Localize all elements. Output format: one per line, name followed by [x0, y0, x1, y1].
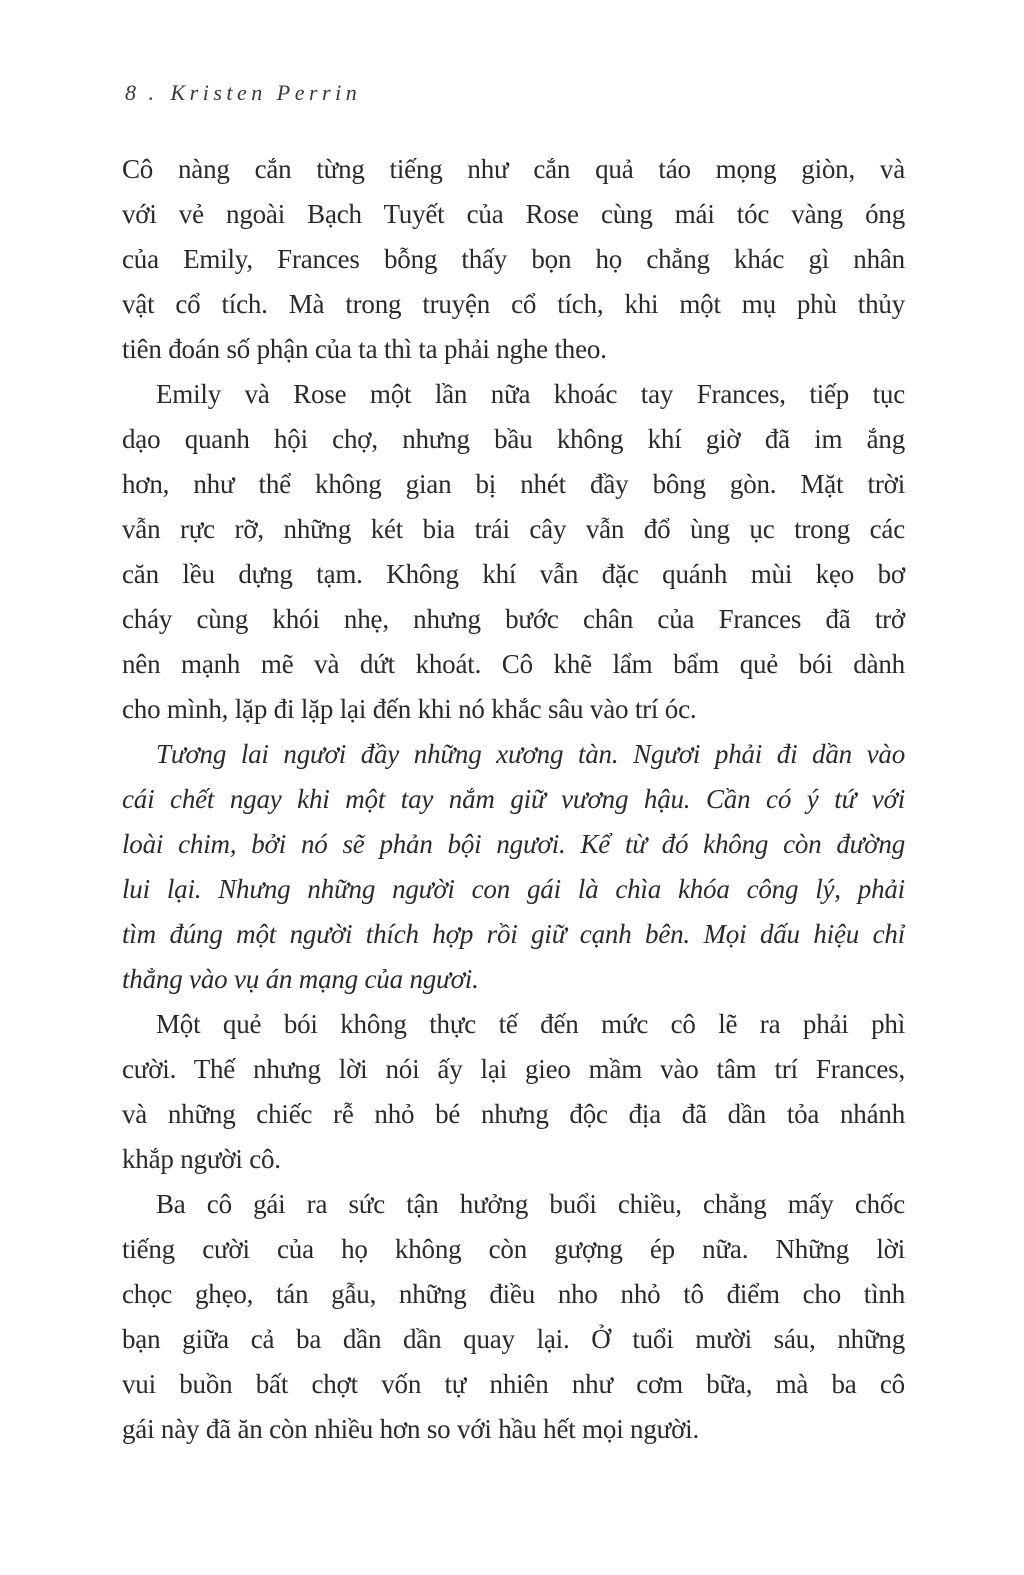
text-line: Emily và Rose một lần nữa khoác tay Frances, tiếp tục	[156, 379, 905, 409]
header-separator: .	[148, 80, 159, 105]
text-line: nên mạnh mẽ và dứt khoát. Cô khẽ lẩm bẩm quẻ bói dành	[122, 649, 905, 679]
text-line: tiên đoán số phận của ta thì ta phải nghe theo.	[122, 334, 607, 364]
text-line: cháy cùng khói nhẹ, nhưng bước chân của Frances đã trở	[122, 604, 905, 634]
page-number: 8	[125, 80, 141, 105]
paragraph	[122, 1182, 905, 1452]
text-line: gái này đã ăn còn nhiều hơn so với hầu hết mọi người.	[122, 1414, 700, 1444]
text-line: bạn giữa cả ba dần dần quay lại. Ở tuổi mười sáu, những	[122, 1324, 905, 1354]
text-line: Tương lai ngươi đầy những xương tàn. Ngươi phải đi dần vào	[156, 739, 905, 769]
page-body	[122, 147, 905, 1452]
paragraph	[122, 372, 905, 732]
text-line: tìm đúng một người thích hợp rồi giữ cạnh bên. Mọi dấu hiệu chỉ	[122, 919, 905, 949]
text-line: cho mình, lặp đi lặp lại đến khi nó khắc sâu vào trí óc.	[122, 694, 697, 724]
paragraph	[122, 1002, 905, 1182]
text-line: hơn, như thể không gian bị nhét đầy bông gòn. Mặt trời	[122, 469, 905, 499]
text-line: và những chiếc rễ nhỏ bé nhưng độc địa đã dần tỏa nhánh	[122, 1099, 905, 1129]
text-line: Cô nàng cắn từng tiếng như cắn quả táo mọng giòn, và	[122, 154, 905, 184]
text-line: của Emily, Frances bỗng thấy bọn họ chẳng khác gì nhân	[122, 244, 905, 274]
text-line: căn lều dựng tạm. Không khí vẫn đặc quánh mùi kẹo bơ	[122, 559, 905, 589]
text-line: Ba cô gái ra sức tận hưởng buổi chiều, chẳng mấy chốc	[156, 1189, 905, 1219]
text-line: tiếng cười của họ không còn gượng ép nữa. Những lời	[122, 1234, 905, 1264]
text-line: khắp người cô.	[122, 1144, 281, 1174]
paragraph	[122, 147, 905, 372]
text-line: vẫn rực rỡ, những két bia trái cây vẫn đổ ùng ục trong các	[122, 514, 905, 544]
text-line: thẳng vào vụ án mạng của ngươi.	[122, 964, 479, 994]
text-line: cười. Thế nhưng lời nói ấy lại gieo mầm vào tâm trí Frances,	[122, 1054, 905, 1084]
text-line: vui buồn bất chợt vốn tự nhiên như cơm bữa, mà ba cô	[122, 1369, 905, 1399]
author-name: Kristen Perrin	[170, 80, 362, 105]
text-line: Một quẻ bói không thực tế đến mức cô lẽ ra phải phì	[156, 1009, 905, 1039]
text-line: với vẻ ngoài Bạch Tuyết của Rose cùng mái tóc vàng óng	[122, 199, 905, 229]
text-line: cái chết ngay khi một tay nắm giữ vương hậu. Cần có ý tứ với	[122, 784, 905, 814]
paragraph	[122, 732, 905, 1002]
text-line: loài chim, bởi nó sẽ phản bội ngươi. Kể từ đó không còn đường	[122, 829, 905, 859]
text-line: vật cổ tích. Mà trong truyện cổ tích, khi một mụ phù thủy	[122, 289, 905, 319]
text-line: lui lại. Nhưng những người con gái là chìa khóa công lý, phải	[122, 874, 905, 904]
running-header	[125, 80, 361, 106]
text-line: chọc ghẹo, tán gẫu, những điều nho nhỏ tô điểm cho tình	[122, 1279, 905, 1309]
text-line: dạo quanh hội chợ, nhưng bầu không khí giờ đã im ắng	[122, 424, 905, 454]
